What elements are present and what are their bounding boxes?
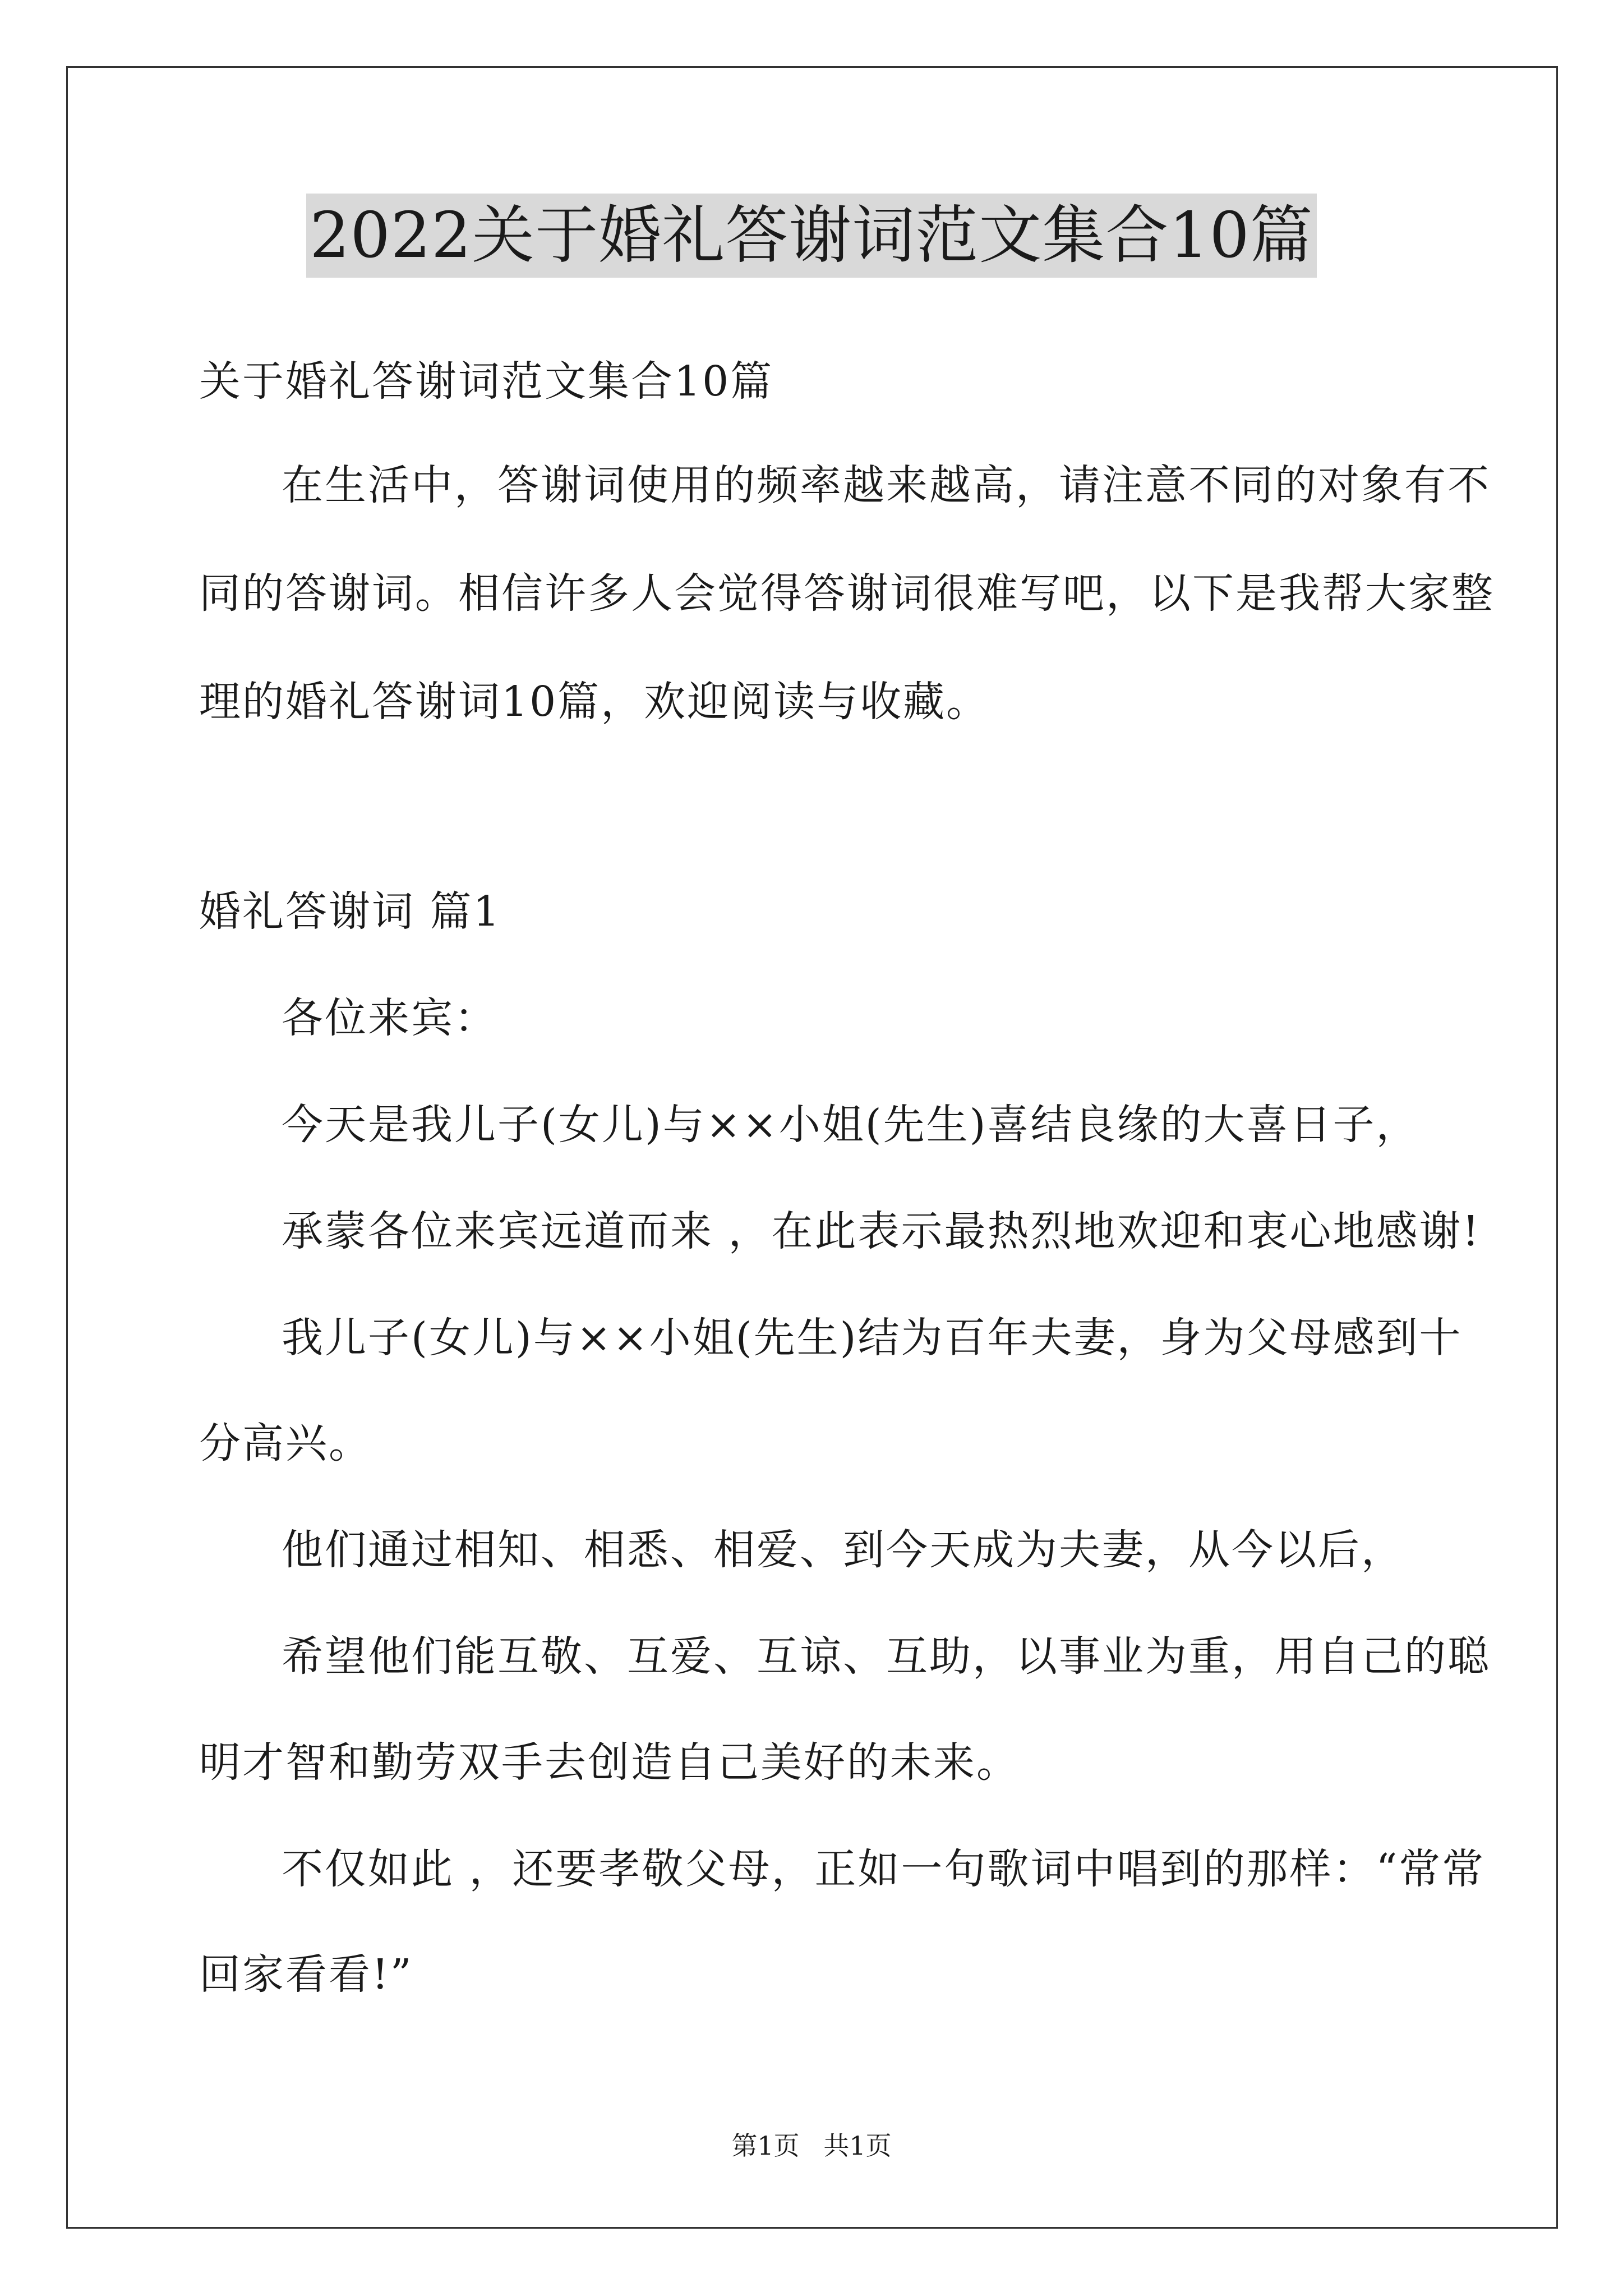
body-line: 希望他们能互敬、互爱、互谅、互助，以事业为重，用自己的聪 xyxy=(282,1632,1491,1681)
document-subtitle: 关于婚礼答谢词范文集合10篇 xyxy=(199,357,774,406)
body-line: 今天是我儿子(女儿)与××小姐(先生)喜结良缘的大喜日子， xyxy=(282,1101,1419,1149)
body-line: 我儿子(女儿)与××小姐(先生)结为百年夫妻，身为父母感到十 xyxy=(282,1314,1463,1362)
page-number: 第1页 xyxy=(731,2131,800,2161)
document-title: 2022关于婚礼答谢词范文集合10篇 xyxy=(306,194,1317,278)
body-line: 各位来宾： xyxy=(282,994,497,1042)
body-line: 分高兴。 xyxy=(199,1419,372,1467)
title-container xyxy=(0,194,1623,278)
intro-line: 在生活中，答谢词使用的频率越来越高，请注意不同的对象有不 xyxy=(282,461,1491,509)
body-line: 承蒙各位来宾远道而来 ，在此表示最热烈地欢迎和衷心地感谢! xyxy=(282,1207,1481,1255)
page-footer xyxy=(0,2129,1623,2162)
intro-line: 同的答谢词。相信许多人会觉得答谢词很难写吧，以下是我帮大家整 xyxy=(199,569,1495,618)
body-line: 他们通过相知、相悉、相爱、到今天成为夫妻，从今以后， xyxy=(282,1526,1404,1574)
body-line: 明才智和勤劳双手去创造自己美好的未来。 xyxy=(199,1738,1020,1787)
body-line: 不仅如此 ，还要孝敬父母，正如一句歌词中唱到的那样：“常常 xyxy=(282,1845,1486,1893)
intro-line: 理的婚礼答谢词10篇，欢迎阅读与收藏。 xyxy=(199,678,990,726)
page-total: 共1页 xyxy=(823,2131,892,2161)
body-line: 回家看看!” xyxy=(199,1950,413,1999)
section-heading: 婚礼答谢词 篇1 xyxy=(199,887,501,936)
